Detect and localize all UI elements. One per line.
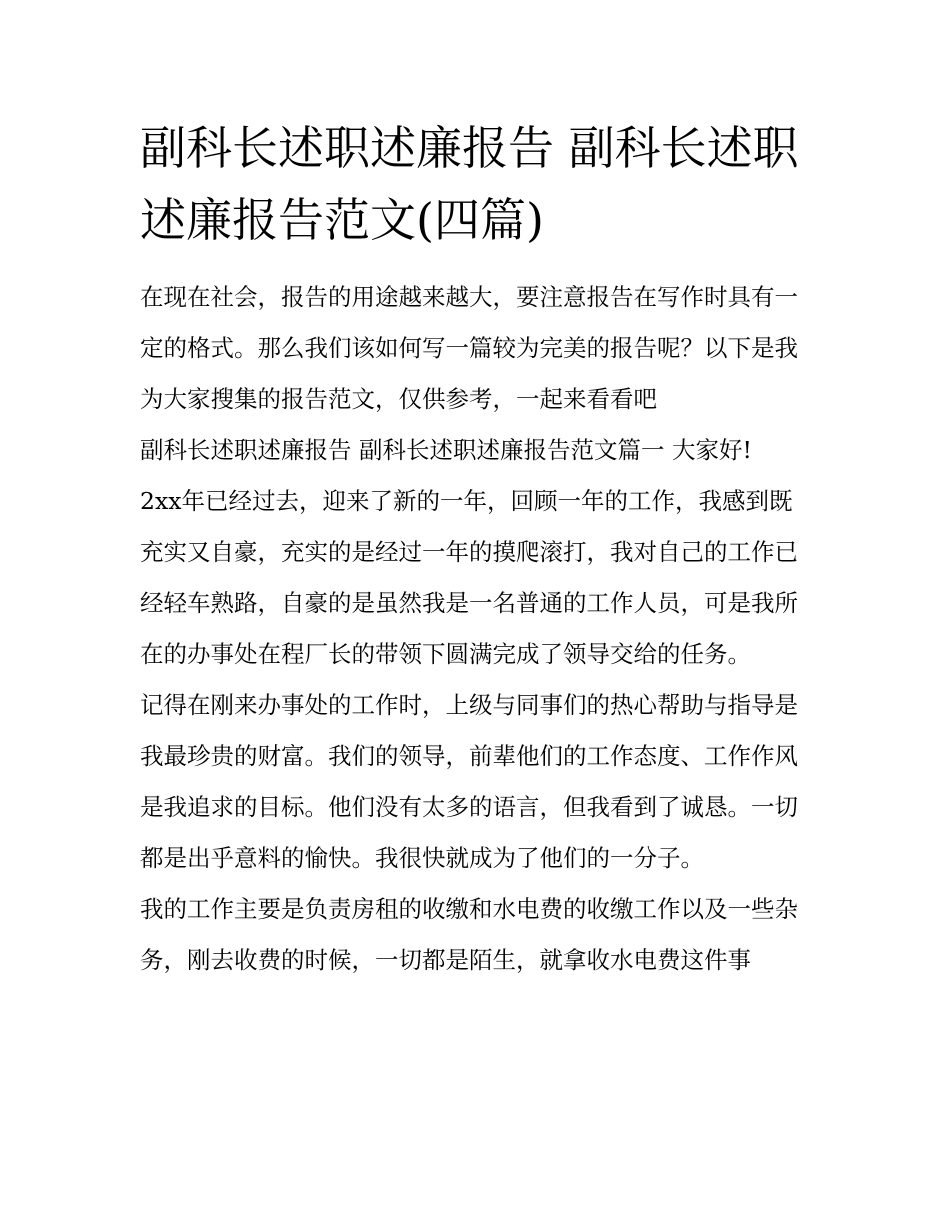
paragraph-review: 2xx年已经过去，迎来了新的一年，回顾一年的工作，我感到既充实又自豪，充实的是经过一年的摸爬滚打，我对自己的工作已经轻车熟路，自豪的是虽然我是一名普通的工作人员，可是我所在的办事处在程厂长的带领下圆满完成了领导交给的任务。 — [140, 487, 798, 668]
document-content — [140, 112, 812, 986]
paragraph-duties: 我的工作主要是负责房租的收缴和水电费的收缴工作以及一些杂务，刚去收费的时候，一切都是陌生，就拿收水电费这件事 — [140, 895, 798, 974]
paragraph-intro: 在现在社会，报告的用途越来越大，要注意报告在写作时具有一定的格式。那么我们该如何写一篇较为完美的报告呢？以下是我为大家搜集的报告范文，仅供参考，一起来看看吧 — [140, 283, 798, 413]
paragraph-heading: 副科长述职述廉报告 副科长述职述廉报告范文篇一 大家好! — [140, 436, 752, 464]
document-body — [140, 272, 812, 986]
document-title: 副科长述职述廉报告 副科长述职述廉报告范文(四篇) — [140, 121, 799, 247]
paragraph-memory: 记得在刚来办事处的工作时，上级与同事们的热心帮助与指导是我最珍贵的财富。我们的领导，前辈他们的工作态度、工作作风是我追求的目标。他们没有太多的语言，但我看到了诚恳。一切都是出乎意料的愉快。我很快就成为了他们的一分子。 — [140, 691, 798, 872]
